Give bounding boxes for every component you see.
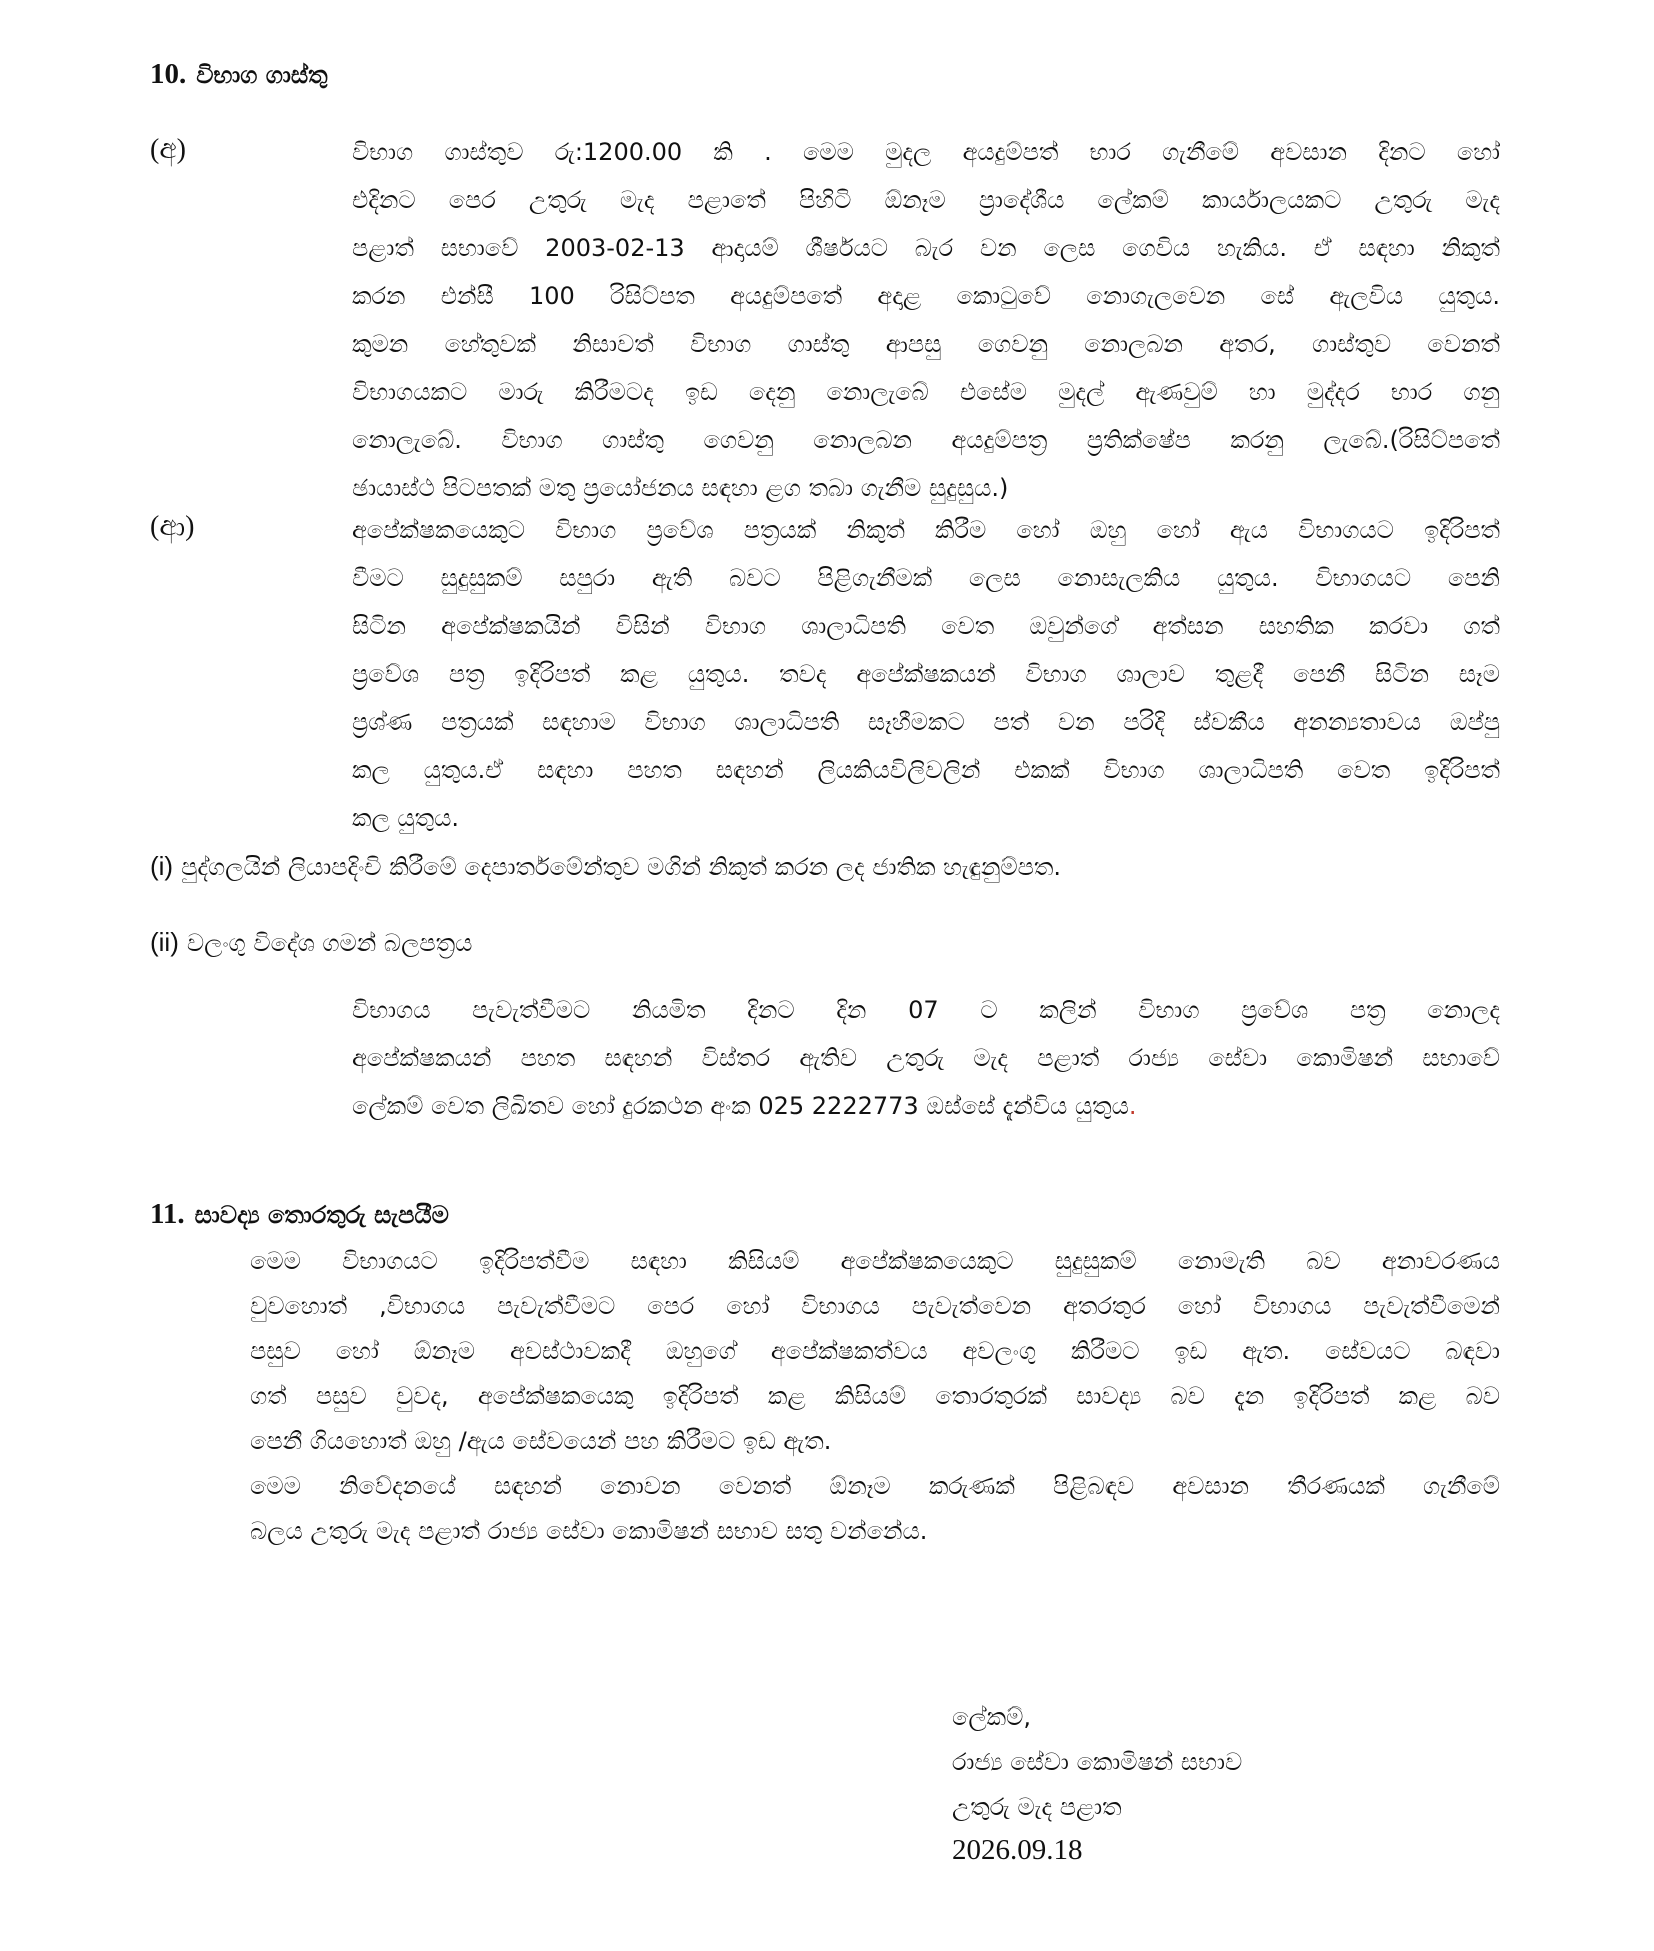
section-11-line: වුවහොත් ,විභාගය පැවැත්වීමට පෙර හෝ විභාගය පැවැත්වෙන අතරතුර හෝ විභාගය පැවැත්වීමෙන්	[250, 1292, 1500, 1320]
document-item-ii	[150, 922, 472, 963]
signature-commission: රාජ්‍ය සේවා කොමිෂන් සභාව	[952, 1748, 1243, 1776]
document-item-i	[150, 846, 1061, 887]
clause-aa-line: වීමට සුදුසුකම් සපුරා ඇති බවට පිළිගැනීමක් ලෙස නොසැලකිය යුතුය. විභාගයට පෙනි	[352, 564, 1500, 592]
signature-date	[952, 1831, 1083, 1870]
section-10-title: විභාග ගාස්තු	[196, 61, 328, 89]
section-10-heading	[150, 58, 328, 91]
clause-aa-line: ප්‍රශ්ණ පත්‍රයක් සඳහාම විභාග ශාලාධිපති සෑහීමකට පත් වන පරිදි ස්වකීය අනන්‍යතාවය ඔප්පු	[352, 708, 1500, 736]
item-i-label: (i)	[150, 851, 174, 881]
admission-note-line	[352, 1086, 1137, 1126]
clause-aa-line: ප්‍රවේශ පත්‍ර ඉදිරිපත් කළ යුතුය. තවද අපේක්ෂකයන් විභාග ශාලාව තුළදී පෙනී සිටින සෑම	[352, 660, 1500, 688]
section-11-line: පසුව හෝ ඕනෑම අවස්ථාවකදී ඔහුගේ අපේක්ෂකත්වය අවලංගු කිරීමට ඉඩ ඇත. සේවයට බඳවා	[250, 1337, 1500, 1365]
signature-title: ලේකම්,	[952, 1703, 1032, 1731]
section-11-line: මෙම නිවේදනයේ සඳහන් නොවන වෙනත් ඕනෑම කරුණක් පිළිබඳව අවසාන තීරණයක් ගැනීමේ	[250, 1472, 1500, 1500]
clause-aa-line: අපේක්ෂකයෙකුට විභාග ප්‍රවේශ පත්‍රයක් නිකුත් කිරීම හෝ ඔහු හෝ ඇය විභාගයට ඉදිරිපත්	[352, 516, 1500, 544]
clause-aa-line: සිටින අපේක්ෂකයින් විසින් විභාග ශාලාධිපති වෙත ඔවුන්ගේ අත්සන සහතික කරවා ගත්	[352, 612, 1500, 640]
section-11-title: සාවද්‍ය තොරතුරු සැපයීම	[194, 1201, 449, 1229]
clause-a-line: එදිනට පෙර උතුරු මැද පළාතේ පිහිටි ඕනෑම ප්‍රාදේශීය ලේකම් කාර්යාලයකට උතුරු මැද	[352, 186, 1500, 214]
section-11-line: මෙම විභාගයට ඉදිරිපත්වීම සඳහා කිසියම් අපේක්ෂකයෙකුට සුදුසුකම් නොමැති බව අනාවරණය	[250, 1247, 1500, 1275]
admission-note-period: .	[1128, 1092, 1137, 1120]
clause-a-line: පළාත් සභාවේ 2003-02-13 ආදායම් ශීර්ෂයට බැර වන ලෙස ගෙවිය හැකිය. ඒ සඳහා නිකුත්	[352, 234, 1500, 262]
section-11-line: ගත් පසුව වුවද, අපේක්ෂකයෙකු ඉදිරිපත් කළ කිසියම් තොරතුරක් සාවද්‍ය බව දැන ඉදිරිපත් කළ බව	[250, 1382, 1500, 1410]
clause-a-line: නොලැබේ. විභාග ගාස්තු ගෙවනු නොලබන අයදුම්පත්‍ර ප්‍රතික්ෂේප කරනු ලැබේ.(රිසිට්පතේ	[352, 426, 1500, 454]
section-11-heading	[150, 1198, 449, 1231]
clause-a-line: විභාගයකට මාරු කිරීමටද ඉඩ දෙනු නොලැබේ එසේම මුදල් ඇණවුම් හා මුද්දර භාර ගනු	[352, 378, 1500, 406]
clause-aa-line: කල යුතුය.ඒ සඳහා පහත සඳහන් ලියකියවිලිවලින් එකක් විභාග ශාලාධිපති වෙත ඉදිරිපත්	[352, 756, 1500, 784]
clause-a-label: (අ)	[150, 134, 186, 165]
admission-note-line: අපේක්ෂකයන් පහත සඳහන් විස්තර ඇතිව උතුරු මැද පළාත් රාජ්‍ය සේවා කොමිෂන් සභාවේ	[352, 1044, 1500, 1072]
admission-note-last: ලේකම් වෙත ලිඛිතව හෝ දුරකථන අංක 025 2222773 ඔස්සේ දැන්විය යුතුය	[352, 1092, 1129, 1120]
clause-a-line: ඡායාස්ථ පිටපතක් මතු ප්‍රයෝජනය සඳහා ළග තබා ගැනීම සුදුසුය.)	[352, 474, 1009, 502]
item-ii-text: වලංගු විදේශ ගමන් බලපත්‍රය	[186, 929, 473, 957]
signature-date-text: 2026.09.18	[952, 1834, 1083, 1866]
section-11-number: 11.	[150, 1198, 185, 1230]
item-i-text: පුද්ගලයින් ලියාපදිංචි කිරීමේ දෙපාර්තමේන්තුව මගින් නිකුත් කරන ලද ජාතික හැඳුනුම්පත.	[181, 853, 1061, 881]
clause-aa-label: (ආ)	[150, 511, 195, 542]
clause-aa-line: කල යුතුය.	[352, 804, 460, 832]
clause-a-line: කුමන හේතුවක් නිසාවත් විභාග ගාස්තු ආපසු ගෙවනු නොලබන අතර, ගාස්තුව වෙනත්	[352, 330, 1500, 358]
item-ii-label: (ii)	[150, 927, 179, 957]
clause-a-line: විභාග ගාස්තුව රු:1200.00 කි . මෙම මුදල අයදුම්පත් භාර ගැනීමේ අවසාන දිනට හෝ	[352, 138, 1500, 166]
signature-province: උතුරු මැද පළාත	[952, 1793, 1122, 1821]
section-11-line: බලය උතුරු මැද පළාත් රාජ්‍ය සේවා කොමිෂන් සභාව සතු වන්නේය.	[250, 1517, 928, 1545]
section-11-line: පෙනී ගියහොත් ඔහු /ඇය සේවයෙන් පහ කිරීමට ඉඩ ඇත.	[250, 1427, 832, 1455]
section-10-number: 10.	[150, 58, 187, 90]
admission-note-line: විභාගය පැවැත්වීමට නියමිත දිනට දින 07 ට කලින් විභාග ප්‍රවේශ පත්‍ර නොලද	[352, 996, 1500, 1024]
clause-a-line: කරන එන්සී 100 රිසිට්පත අයදුම්පතේ අදාළ කොටුවේ නොගැලවෙන සේ ඇලවිය යුතුය.	[352, 282, 1500, 310]
